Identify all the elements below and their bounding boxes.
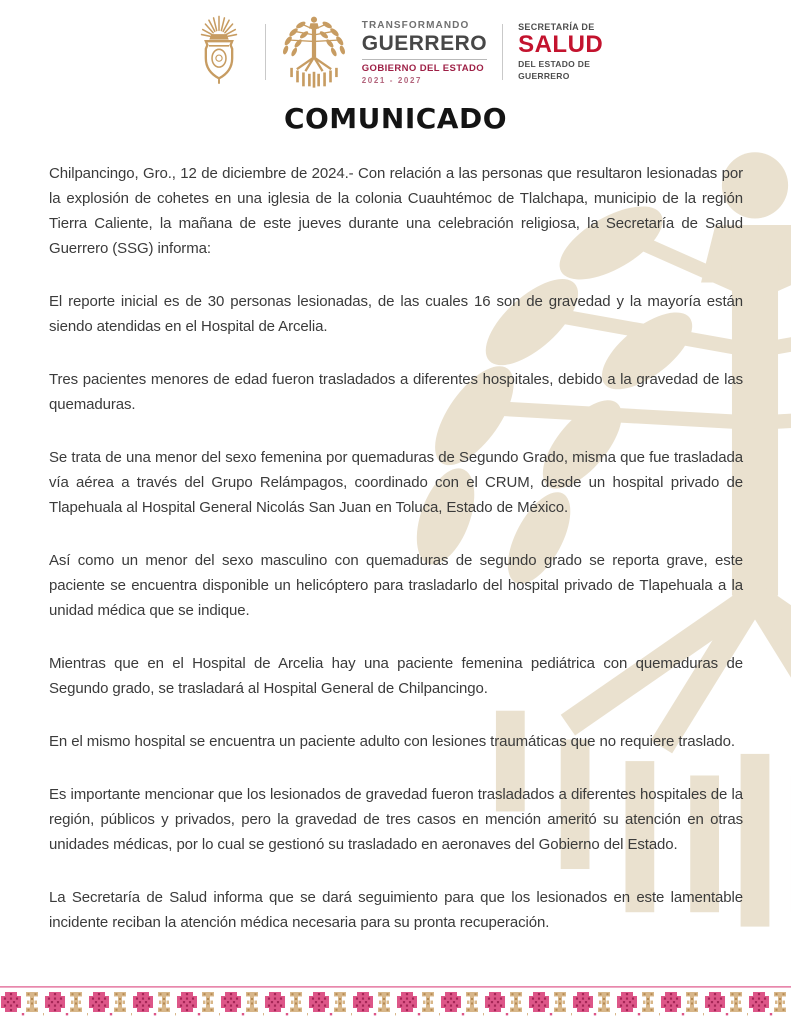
- header-divider: [265, 24, 266, 80]
- ministry-block: [518, 22, 603, 82]
- paragraph: En el mismo hospital se encuentra un paciente adulto con lesiones traumáticas que no requiere traslado.: [49, 733, 735, 750]
- paragraph: Se trata de una menor del sexo femenina por quemaduras de Segundo Grado, misma que fue trasladada vía aérea a través del Grupo Relámpagos, coordinado con el CRUM, desde un hospital privado de Tlapehuala al Hospital General Nicolás San Juan en Toluca, Estado de México.: [49, 449, 743, 516]
- footer-border: [0, 984, 791, 1024]
- ministry-salud: SALUD: [518, 30, 604, 58]
- brand-period: 2021 - 2027: [361, 75, 423, 85]
- document-body: [49, 161, 743, 963]
- page-title: COMUNICADO: [283, 102, 508, 135]
- brand-guerrero: GUERRERO: [362, 32, 487, 60]
- ministry-guerrero: GUERRERO: [518, 70, 570, 81]
- paragraph: Mientras que en el Hospital de Arcelia hay una paciente femenina pediátrica con quemaduras de Segundo grado, se trasladará al Hospital General de Chilpancingo.: [49, 655, 743, 697]
- cross-stitch-border-icon: [0, 984, 791, 1024]
- brand-block: [362, 20, 487, 85]
- paragraph: Es importante mencionar que los lesionados de gravedad fueron trasladados a diferentes hospitales de la región, públicos y privados, pero la gravedad de tres casos en mención ameritó su atención en otras unidades médicas, por lo cual se gestionó su trasladado en aeronaves del Gobierno del Estado.: [49, 786, 743, 853]
- coat-of-arms-icon: [188, 12, 250, 92]
- ministry-secretaria: SECRETARÍA DE: [518, 21, 595, 32]
- amate-tree-logo-icon: [281, 15, 347, 89]
- paragraph: Así como un menor del sexo masculino con quemaduras de segundo grado se reporta grave, este paciente se encuentra disponible un helicóptero para trasladarlo del hospital privado de Tlapehuala a la unidad médica que se indique.: [49, 552, 743, 619]
- header: [0, 12, 791, 92]
- ministry-del-estado: DEL ESTADO DE: [518, 59, 591, 70]
- paragraph-dateline: Chilpancingo, Gro., 12 de diciembre de 2024.- Con relación a las personas que resultaron lesionadas por la explosión de cohetes en una iglesia de la colonia Cuauhtémoc de Tlalchapa, municipio de la región Tierra Caliente, la mañana de este jueves durante una celebración religiosa, la Secretaría de Salud Guerrero (SSG) informa:: [49, 165, 743, 257]
- header-divider: [502, 24, 503, 80]
- brand-gobierno: GOBIERNO DEL ESTADO: [361, 62, 485, 74]
- paragraph: El reporte inicial es de 30 personas lesionadas, de las cuales 16 son de gravedad y la mayoría están siendo atendidas en el Hospital de Arcelia.: [49, 293, 743, 335]
- paragraph: La Secretaría de Salud informa que se dará seguimiento para que los lesionados en este lamentable incidente reciban la atención médica necesaria para su pronta recuperación.: [49, 889, 743, 931]
- paragraph: Tres pacientes menores de edad fueron trasladados a diferentes hospitales, debido a la gravedad de las quemaduras.: [49, 371, 743, 413]
- brand-transformando: TRANSFORMANDO: [361, 19, 470, 31]
